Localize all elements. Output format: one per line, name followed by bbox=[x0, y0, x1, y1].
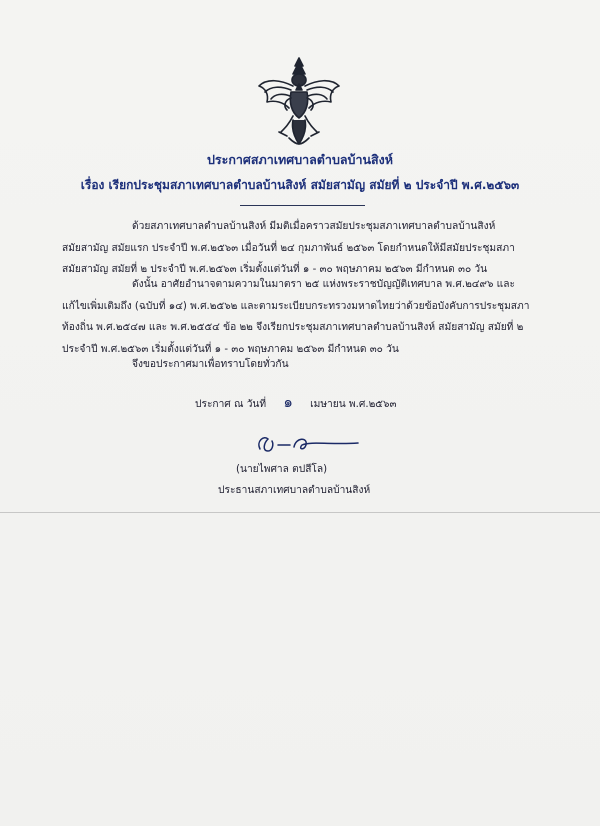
announcement-date bbox=[195, 390, 396, 414]
paragraph-2-line-3: ท้องถิ่น พ.ศ.๒๕๔๗ และ พ.ศ.๒๕๕๔ ข้อ ๒๒ จึงเรียกประชุมสภาเทศบาลตำบลบ้านสิงห์ สมัยสามัญ สมัยที่ ๒ bbox=[62, 322, 524, 333]
paragraph-2 bbox=[62, 274, 562, 360]
paragraph-1-line-2: สมัยสามัญ สมัยแรก ประจำปี พ.ศ.๒๕๖๓ เมื่อวันที่ ๒๔ กุมภาพันธ์ ๒๕๖๓ โดยกำหนดให้มีสมัยประชุมสภา bbox=[62, 242, 515, 254]
signatory-name: (นายไพศาล ตปสีโล) bbox=[236, 464, 328, 475]
garuda-emblem-icon bbox=[253, 56, 345, 148]
paragraph-2-line-1: ดังนั้น อาศัยอำนาจตามความในมาตรา ๒๕ แห่งพระราชบัญญัติเทศบาล พ.ศ.๒๔๙๖ และ bbox=[132, 279, 515, 290]
paragraph-2-line-4: ประจำปี พ.ศ.๒๕๖๓ เริ่มตั้งแต่วันที่ ๑ - ๓๐ พฤษภาคม ๒๕๖๓ มีกำหนด ๓๐ วัน bbox=[62, 343, 399, 355]
paragraph-1 bbox=[62, 216, 562, 281]
title-underline bbox=[240, 205, 365, 206]
date-day-handwritten: ๑ bbox=[283, 393, 293, 411]
paragraph-1-line-3: สมัยสามัญ สมัยที่ ๒ ประจำปี พ.ศ.๒๕๖๓ เริ่มตั้งแต่วันที่ ๑ - ๓๐ พฤษภาคม ๒๕๖๓ มีกำหนด ๓๐ วัน bbox=[62, 264, 488, 275]
paper-fold-line bbox=[0, 512, 600, 513]
handwritten-signature bbox=[254, 431, 364, 459]
signatory-position: ประธานสภาเทศบาลตำบลบ้านสิงห์ bbox=[218, 485, 371, 496]
closing-statement: จึงขอประกาศมาเพื่อทราบโดยทั่วกัน bbox=[132, 359, 289, 370]
date-prefix: ประกาศ ณ วันที่ bbox=[195, 399, 267, 410]
paragraph-3 bbox=[62, 354, 562, 376]
paragraph-1-line-1: ด้วยสภาเทศบาลตำบลบ้านสิงห์ มีมติเมื่อคราวสมัยประชุมสภาเทศบาลตำบลบ้านสิงห์ bbox=[132, 221, 496, 232]
announcement-subject: เรื่อง เรียกประชุมสภาเทศบาลตำบลบ้านสิงห์ สมัยสามัญ สมัยที่ ๒ ประจำปี พ.ศ.๒๕๖๓ bbox=[80, 178, 520, 192]
paragraph-2-line-2: แก้ไขเพิ่มเติมถึง (ฉบับที่ ๑๔) พ.ศ.๒๕๖๒ และตามระเบียบกระทรวงมหาดไทยว่าด้วยข้อบังคับการประชุมสภา bbox=[62, 300, 530, 312]
announcement-title: ประกาศสภาเทศบาลตำบลบ้านสิงห์ bbox=[206, 152, 394, 167]
date-suffix: เมษายน พ.ศ.๒๕๖๓ bbox=[310, 399, 397, 410]
